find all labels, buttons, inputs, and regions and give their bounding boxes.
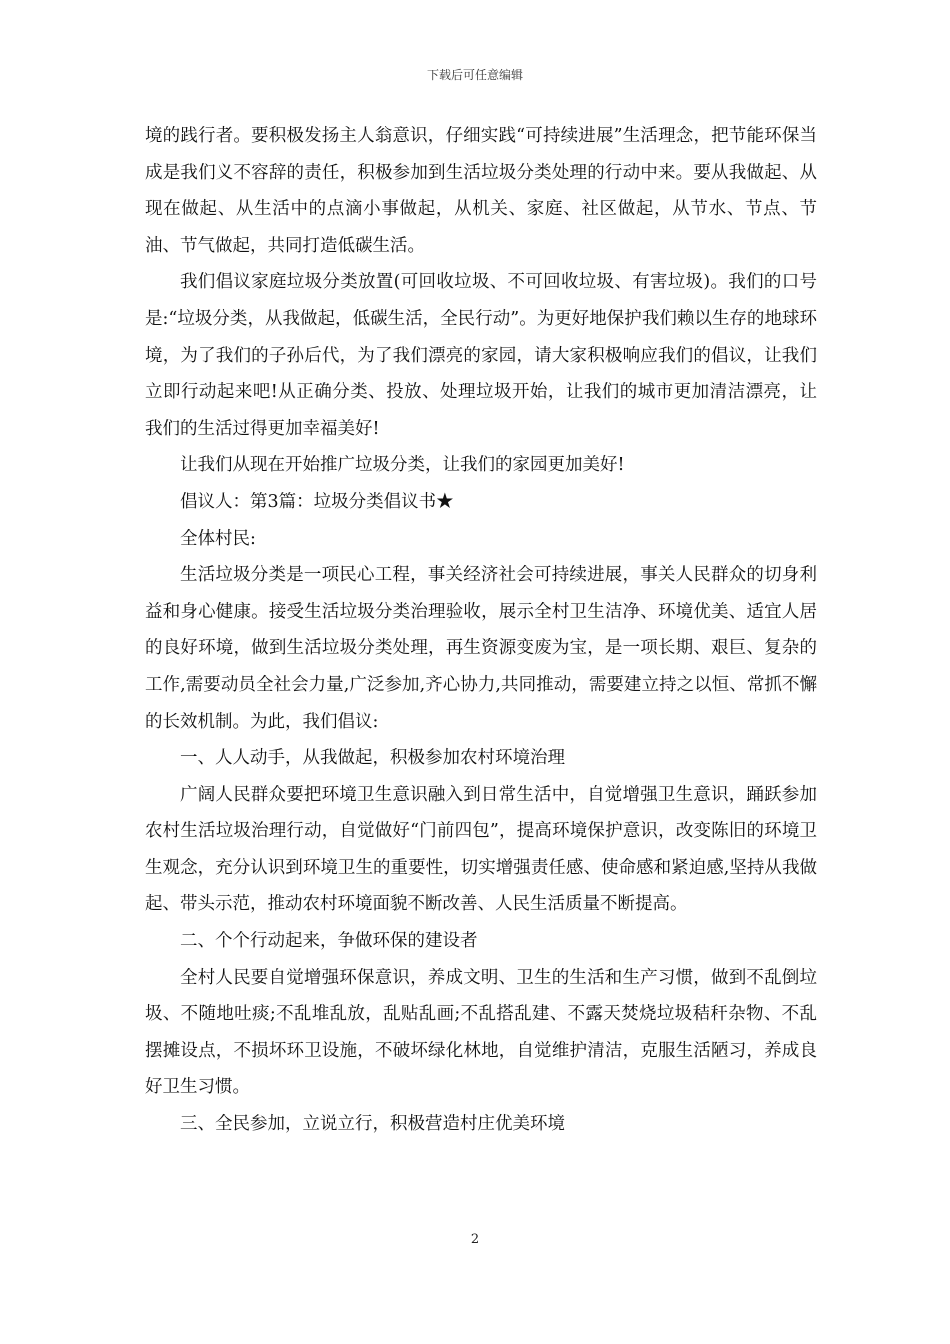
paragraph: 让我们从现在开始推广垃圾分类，让我们的家园更加美好! xyxy=(180,455,625,476)
paragraph: 二、个个行动起来，争做环保的建设者 xyxy=(180,931,478,952)
paragraph: 倡议人：第3篇：垃圾分类倡议书★ xyxy=(180,491,454,512)
paragraph: 三、全民参加，立说立行，积极营造村庄优美环境 xyxy=(180,1114,565,1135)
page-header: 下载后可任意编辑 xyxy=(426,68,523,82)
paragraph: 生活垃圾分类是一项民心工程，事关经济社会可持续进展，事关人民群众的切身利益和身心健康。接受生活垃圾分类治理验收，展示全村卫生洁净、环境优美、适宜人居的良好环境，做到生活垃圾分类处理，再生资源变废为宝，是一项长期、艰巨、复杂的工作,需要动员全社会力量,广泛参加,齐心协力,共同推动，需要建立持之以恒、常抓不懈的长效机制。为此，我们倡议: xyxy=(145,565,817,732)
paragraph: 广阔人民群众要把环境卫生意识融入到日常生活中，自觉增强卫生意识，踊跃参加农村生活垃圾治理行动，自觉做好“门前四包”，提高环境保护意识，改变陈旧的环境卫生观念，充分认识到环境卫生的重要性，切实增强责任感、使命感和紧迫感,坚持从我做起、带头示范，推动农村环境面貌不断改善、人民生活质量不断提高。 xyxy=(145,784,817,915)
document-body xyxy=(145,118,817,1143)
paragraph: 我们倡议家庭垃圾分类放置(可回收垃圾、不可回收垃圾、有害垃圾)。我们的口号是:“垃圾分类，从我做起，低碳生活，全民行动”。为更好地保护我们赖以生存的地球环境，为了我们的子孙后代，为了我们漂亮的家园，请大家积极响应我们的倡议，让我们立即行动起来吧!从正确分类、投放、处理垃圾开始，让我们的城市更加清洁漂亮，让我们的生活过得更加幸福美好! xyxy=(145,272,817,439)
paragraph: 一、人人动手，从我做起，积极参加农村环境治理 xyxy=(180,748,565,769)
paragraph: 境的践行者。要积极发扬主人翁意识，仔细实践“可持续进展”生活理念，把节能环保当成是我们义不容辞的责任，积极参加到生活垃圾分类处理的行动中来。要从我做起、从现在做起、从生活中的点滴小事做起，从机关、家庭、社区做起，从节水、节点、节油、节气做起，共同打造低碳生活。 xyxy=(145,126,817,256)
page-number: 2 xyxy=(470,1232,480,1247)
paragraph: 全体村民: xyxy=(180,528,256,549)
paragraph: 全村人民要自觉增强环保意识，养成文明、卫生的生活和生产习惯，做到不乱倒垃圾、不随地吐痰;不乱堆乱放，乱贴乱画;不乱搭乱建、不露天焚烧垃圾秸秆杂物、不乱摆摊设点，不损坏环卫设施，不破坏绿化林地，自觉维护清洁，克服生活陋习，养成良好卫生习惯。 xyxy=(145,967,817,1098)
